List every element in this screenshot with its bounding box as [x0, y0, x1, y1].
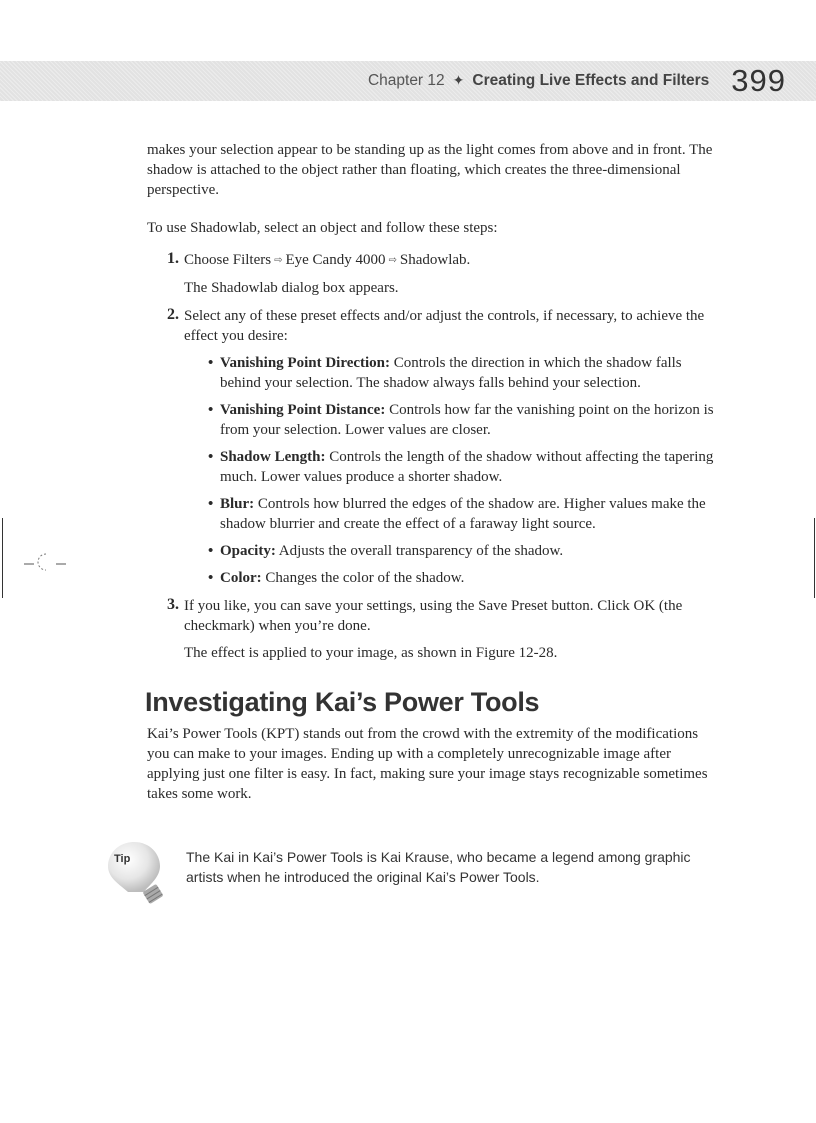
bullet-description: Changes the color of the shadow. [261, 570, 465, 586]
page-number: 399 [731, 63, 786, 98]
bullet-description: Controls how far the vanishing point on the horizon is from your selection. Lower values are closer. [220, 402, 714, 438]
settings-bullet-list [184, 353, 717, 588]
bullet-description: Controls the direction in which the shadow falls behind your selection. The shadow always falls behind your selection. [220, 355, 682, 391]
menu-path-part: Shadowlab. [399, 252, 471, 268]
list-item [208, 494, 717, 534]
bullet-term: Vanishing Point Distance: [220, 402, 386, 418]
bullet-icon: • [208, 449, 214, 465]
step-result: The Shadowlab dialog box appears. [184, 280, 399, 296]
bullet-term: Color: [220, 570, 262, 586]
step-body [184, 596, 717, 663]
step-number: 1. [167, 250, 179, 267]
bullet-term: Blur: [220, 496, 255, 512]
bullet-term: Opacity: [220, 543, 276, 559]
crop-mark-right [814, 518, 815, 598]
page-content [147, 140, 717, 804]
menu-arrow-icon: ⇨ [388, 255, 397, 266]
step-number: 2. [167, 306, 179, 323]
steps-lead-paragraph: To use Shadowlab, select an object and follow these steps: [147, 220, 498, 236]
bullet-description: Controls the length of the shadow without affecting the tapering much. Lower values produce a shorter shadow. [220, 449, 714, 485]
bullet-term: Shadow Length: [220, 449, 326, 465]
bullet-icon: • [208, 570, 214, 586]
step-3 [167, 596, 717, 663]
list-item [208, 568, 717, 588]
lightbulb-icon [104, 840, 174, 906]
step-2 [167, 306, 717, 588]
section-heading: Investigating Kai’s Power Tools [145, 687, 540, 717]
bullet-icon: • [208, 496, 214, 512]
running-header [368, 61, 786, 101]
chapter-title: Creating Live Effects and Filters [472, 72, 710, 89]
list-item [208, 541, 717, 561]
tip-label: Tip [114, 853, 131, 865]
list-item [208, 353, 717, 393]
section-paragraph: Kai’s Power Tools (KPT) stands out from the crowd with the extremity of the modifications you can make to your images. Ending up with a completely unrecognizable image after applying just one filter is easy. In fact, making sure your image stays recognizable sometimes takes some work. [147, 726, 708, 802]
intro-paragraph: makes your selection appear to be standing up as the light comes from above and in front. The shadow is attached to the object rather than floating, which creates the three-dimensional perspective. [147, 142, 713, 198]
chapter-label: Chapter 12 [367, 72, 445, 89]
bullet-icon: • [208, 402, 214, 418]
menu-arrow-icon: ⇨ [274, 255, 283, 266]
step-result: The effect is applied to your image, as shown in Figure 12-28. [184, 645, 558, 661]
bullet-description: Adjusts the overall transparency of the shadow. [275, 543, 564, 559]
step-text: Select any of these preset effects and/or adjust the controls, if necessary, to achieve the effect you desire: [184, 308, 705, 344]
step-1 [167, 250, 717, 298]
registration-mark-icon [24, 548, 68, 574]
menu-path-part: Eye Candy 4000 [285, 252, 386, 268]
bullet-term: Vanishing Point Direction: [220, 355, 391, 371]
tip-box [104, 840, 724, 910]
menu-path-part: Choose Filters [184, 252, 272, 268]
crop-mark-left [2, 518, 3, 598]
header-separator-icon: ✦ [452, 73, 465, 89]
list-item [208, 447, 717, 487]
step-number: 3. [167, 596, 179, 613]
bullet-description: Controls how blurred the edges of the shadow are. Higher values make the shadow blurrier and create the effect of a faraway light source. [220, 496, 706, 532]
bullet-icon: • [208, 543, 214, 559]
bullet-icon: • [208, 355, 214, 371]
menu-path [184, 250, 717, 271]
step-body [184, 250, 717, 298]
tip-text: The Kai in Kai’s Power Tools is Kai Krause, who became a legend among graphic artists when he introduced the original Kai’s Power Tools. [186, 849, 691, 885]
step-body [184, 306, 717, 588]
list-item [208, 400, 717, 440]
step-text: If you like, you can save your settings, using the Save Preset button. Click OK (the checkmark) when you’re done. [184, 598, 683, 634]
